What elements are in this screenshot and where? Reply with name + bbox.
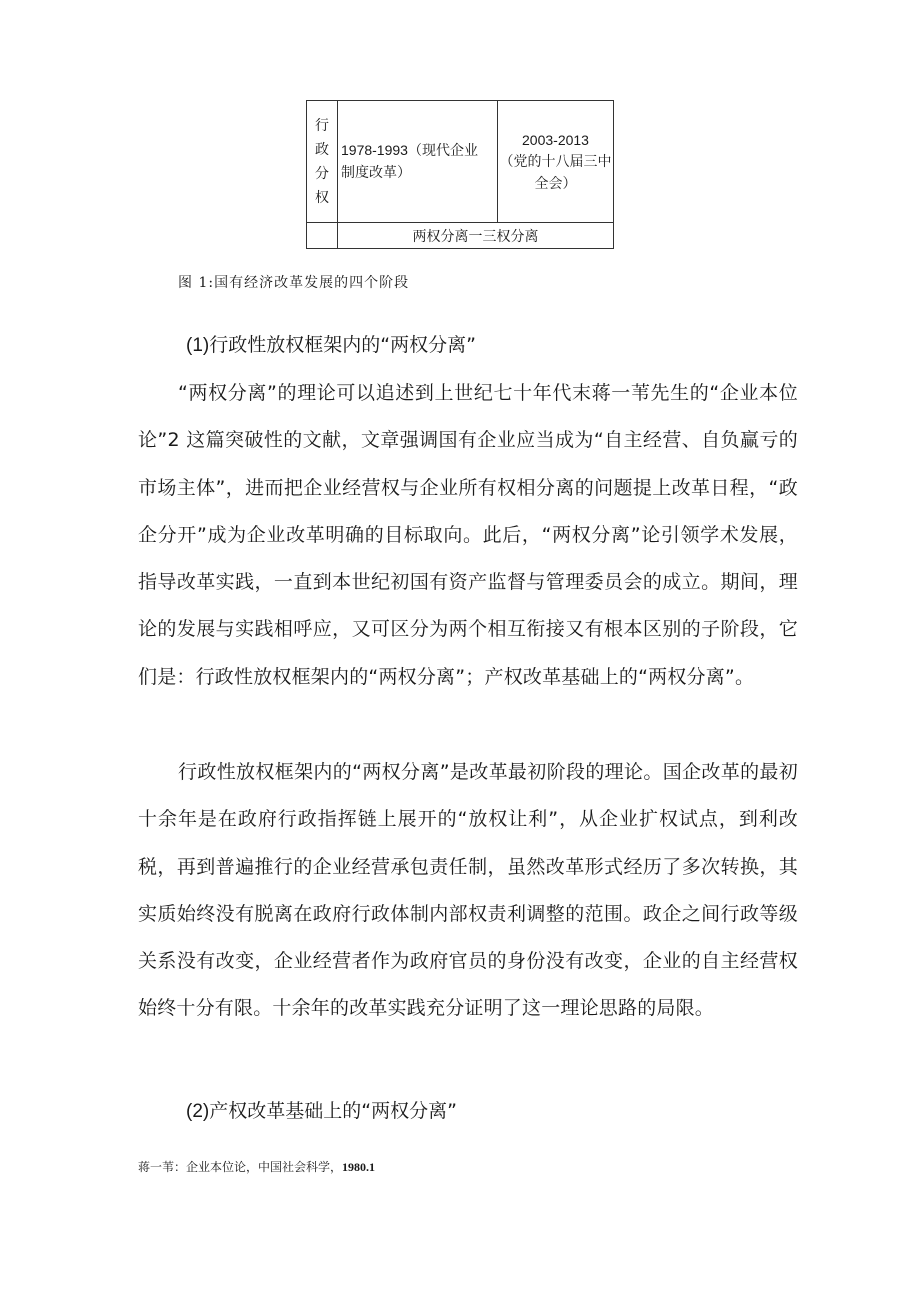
section-heading-2 — [186, 1096, 457, 1123]
section-title: 产权改革基础上的“两权分离” — [209, 1100, 457, 1122]
figure-caption: 图 1:国有经济改革发展的四个阶段 — [178, 275, 410, 291]
body-paragraph-2: 行政性放权框架内的“两权分离”是改革最初阶段的理论。国企改革的最初十余年是在政府行政指挥链上展开的“放权让利”，从企业扩权试点，到利改税，再到普遍推行的企业经营承包责任制，虽然改革形式经历了多次转换，其实质始终没有脱离在政府行政体制内部权责利调整的范围。政企之间行政等级关系没有改变，企业经营者作为政府官员的身份没有改变，企业的自主经营权始终十分有限。十余年的改革实践充分证明了这一理论思路的局限。 — [138, 761, 798, 1020]
footer-label-cell — [307, 223, 338, 249]
stage-years: 2003-2013 — [522, 131, 589, 148]
body-paragraph-1: “两权分离”的理论可以追述到上世纪七十年代末蒋一苇先生的“企业本位论”2 这篇突破性的文献，文章强调国有企业应当成为“自主经营、自负赢亏的市场主体”，进而把企业经营权与企业所有权相分离的问题提上改革日程，“政企分开”成为企业改革明确的目标取向。此后，“两权分离”论引领学术发展，指导改革实践，一直到本世纪初国有资产监督与管理委员会的成立。期间，理论的发展与实践相呼应，又可区分为两个相互衔接又有根本区别的子阶段，它们是：行政性放权框架内的“两权分离”；产权改革基础上的“两权分离”。 — [138, 382, 798, 688]
footnote-text: 蒋一苇：企业本位论，中国社会科学， — [138, 1160, 343, 1174]
stage-cell-1978 — [338, 101, 498, 223]
table-footer: 两权分离一三权分离 — [338, 223, 614, 249]
row-label-char: 政 — [315, 141, 329, 158]
row-label — [307, 101, 338, 223]
stage-cell-2003 — [498, 101, 614, 223]
row-label-char: 权 — [315, 189, 329, 206]
footnote-year: 1980.1 — [342, 1160, 376, 1174]
stage-years: 1978-1993 — [341, 142, 408, 158]
row-label-char: 行 — [315, 117, 329, 134]
footnote — [138, 1158, 375, 1175]
section-number: (1) — [186, 335, 210, 356]
row-label-char: 分 — [315, 165, 329, 182]
reform-stages-table — [306, 100, 614, 249]
section-number: (2) — [186, 1101, 210, 1122]
stage-text: （党的十八届三中全会） — [499, 153, 612, 192]
section-heading-1 — [186, 330, 476, 357]
section-title: 行政性放权框架内的“两权分离” — [209, 334, 476, 356]
stage-text: （现代企业制度改革） — [341, 143, 478, 181]
